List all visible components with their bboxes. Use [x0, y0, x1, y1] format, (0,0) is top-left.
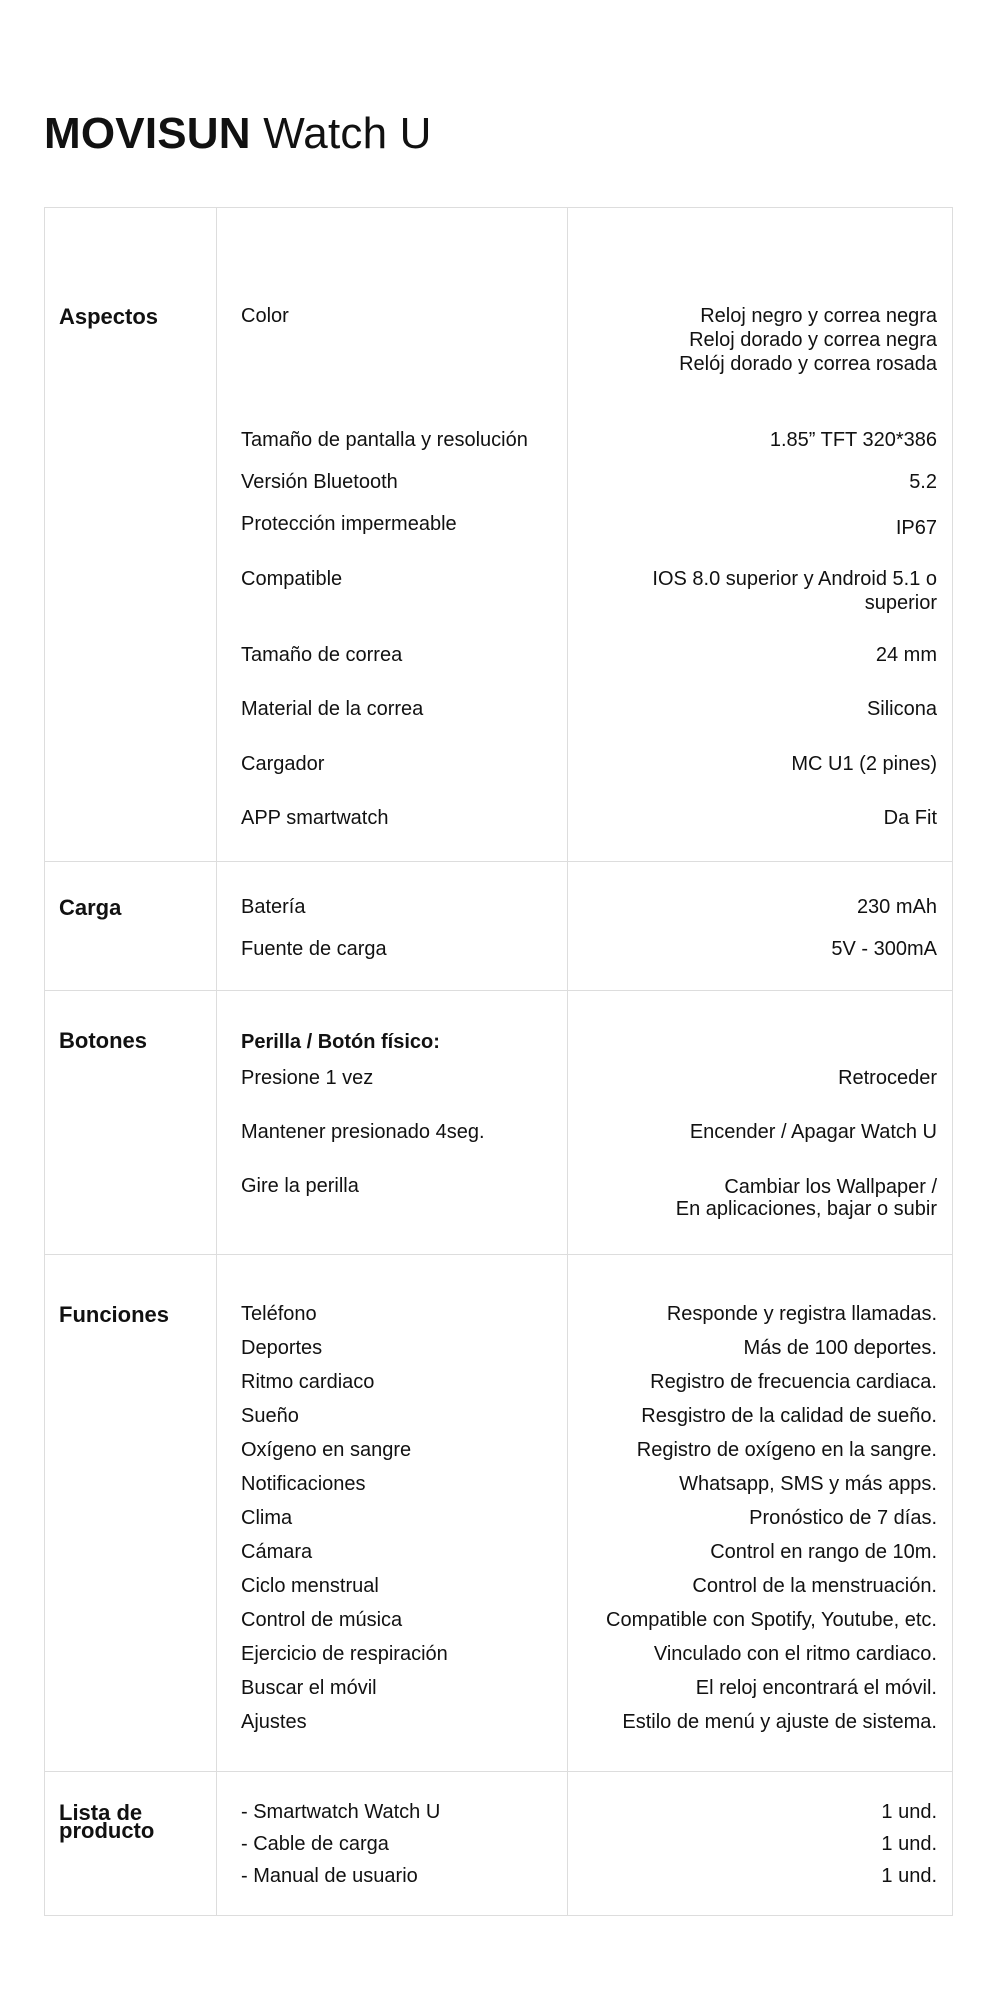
spec-label: Versión Bluetooth — [241, 471, 398, 493]
product-list-item: - Smartwatch Watch U — [241, 1801, 441, 1823]
spec-value: MC U1 (2 pines) — [791, 753, 937, 775]
spec-label: APP smartwatch — [241, 807, 389, 829]
section-heading-funciones: Funciones — [59, 1302, 170, 1327]
spec-value: Pronóstico de 7 días. — [749, 1507, 937, 1529]
brand-name: MOVISUN — [44, 109, 251, 158]
spec-value-line: superior — [864, 592, 937, 614]
product-list-item: - Cable de carga — [241, 1833, 389, 1855]
spec-value: 5V - 300mA — [831, 938, 937, 960]
spec-value: Resgistro de la calidad de sueño. — [641, 1405, 937, 1427]
product-list-item: - Manual de usuario — [241, 1865, 418, 1887]
spec-label: Buscar el móvil — [241, 1677, 377, 1699]
spec-value: Registro de oxígeno en la sangre. — [636, 1439, 937, 1461]
spec-value: Control de la menstruación. — [692, 1575, 937, 1597]
spec-label: Ritmo cardiaco — [241, 1371, 375, 1393]
spec-label: Gire la perilla — [241, 1175, 359, 1197]
spec-label: Material de la correa — [241, 698, 424, 720]
spec-value — [652, 567, 937, 615]
spec-value-line: IOS 8.0 superior y Android 5.1 o — [652, 568, 937, 590]
spec-label: Cargador — [241, 753, 325, 775]
spec-value: Encender / Apagar Watch U — [689, 1121, 937, 1143]
section-heading-carga: Carga — [59, 895, 122, 920]
section-heading-lista — [59, 1800, 155, 1843]
spec-value: Más de 100 deportes. — [743, 1337, 937, 1359]
button-subheading: Perilla / Botón físico: — [241, 1031, 440, 1053]
spec-label: Cámara — [241, 1541, 313, 1563]
spec-label: Oxígeno en sangre — [241, 1439, 412, 1461]
spec-label: Protección impermeable — [241, 513, 457, 535]
product-quantity: 1 und. — [881, 1801, 937, 1823]
section-divider — [45, 861, 952, 862]
spec-value: Vinculado con el ritmo cardiaco. — [653, 1643, 937, 1665]
product-quantity: 1 und. — [881, 1865, 937, 1887]
spec-label: Presione 1 vez — [241, 1067, 374, 1089]
spec-label: Color — [241, 305, 289, 327]
model-name: Watch U — [263, 109, 432, 158]
section-heading-line: producto — [59, 1818, 155, 1843]
spec-value: 24 mm — [875, 644, 937, 666]
spec-label: Mantener presionado 4seg. — [241, 1121, 485, 1143]
page-title — [44, 108, 432, 160]
spec-value: Control en rango de 10m. — [710, 1541, 937, 1563]
spec-label: Control de música — [241, 1609, 403, 1631]
section-heading-aspectos: Aspectos — [59, 304, 159, 329]
spec-value-line: En aplicaciones, bajar o subir — [675, 1198, 937, 1220]
column-divider — [567, 208, 568, 1915]
spec-value: Responde y registra llamadas. — [666, 1303, 937, 1325]
spec-value-line: Reloj dorado y correa negra — [689, 329, 937, 351]
spec-value-line: Reloj negro y correa negra — [700, 305, 937, 327]
section-divider — [45, 1254, 952, 1255]
spec-value: Compatible con Spotify, Youtube, etc. — [606, 1609, 937, 1631]
product-quantity: 1 und. — [881, 1833, 937, 1855]
column-divider — [216, 208, 217, 1915]
spec-value: Silicona — [866, 698, 937, 720]
spec-value: IP67 — [895, 517, 937, 539]
section-divider — [45, 1771, 952, 1772]
spec-label: Clima — [241, 1507, 293, 1529]
spec-value: Retroceder — [838, 1067, 937, 1089]
spec-value — [679, 304, 937, 376]
spec-value: Registro de frecuencia cardiaca. — [650, 1371, 937, 1393]
spec-label: Teléfono — [241, 1303, 317, 1325]
spec-value: 230 mAh — [856, 896, 937, 918]
section-heading-botones: Botones — [59, 1028, 147, 1053]
spec-value: Da Fit — [883, 807, 937, 829]
section-heading-line: Lista de — [59, 1800, 143, 1825]
spec-label: Ciclo menstrual — [241, 1575, 379, 1597]
spec-label: Compatible — [241, 568, 343, 590]
spec-label: Ejercicio de respiración — [241, 1643, 448, 1665]
spec-label: Sueño — [241, 1405, 299, 1427]
spec-value: Whatsapp, SMS y más apps. — [679, 1473, 937, 1495]
spec-value: El reloj encontrará el móvil. — [695, 1677, 937, 1699]
spec-value — [676, 1176, 937, 1220]
spec-value: Estilo de menú y ajuste de sistema. — [622, 1711, 937, 1733]
spec-label: Ajustes — [241, 1711, 307, 1733]
spec-label: Notificaciones — [241, 1473, 366, 1495]
spec-label: Batería — [241, 896, 306, 918]
spec-label: Deportes — [241, 1337, 323, 1359]
spec-value-line: Cambiar los Wallpaper / — [724, 1176, 937, 1198]
spec-label: Fuente de carga — [241, 938, 387, 960]
spec-value: 1.85” TFT 320*386 — [769, 429, 937, 451]
spec-label: Tamaño de correa — [241, 644, 403, 666]
spec-value-line: Relój dorado y correa rosada — [679, 353, 937, 375]
spec-value: 5.2 — [909, 471, 937, 493]
section-divider — [45, 990, 952, 991]
spec-label: Tamaño de pantalla y resolución — [241, 429, 528, 451]
